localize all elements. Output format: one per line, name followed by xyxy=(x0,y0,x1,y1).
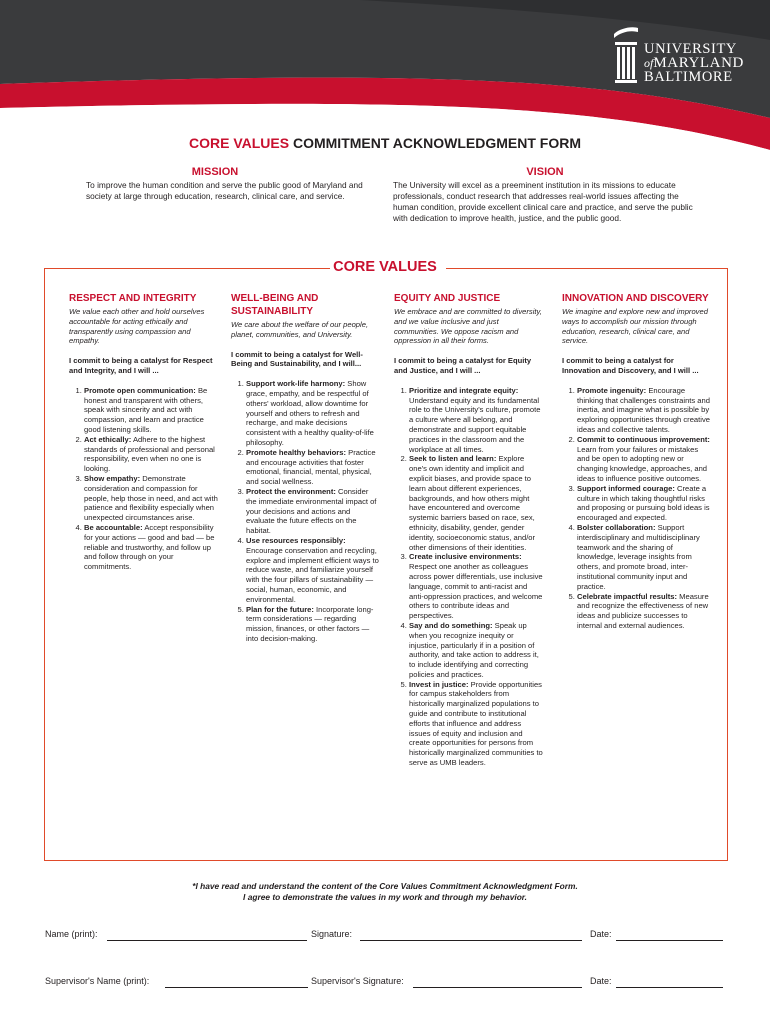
list-item: 3. Support informed courage: Create a culture in which taking thoughtful risks and proposing or pursuing bold ideas is encouraged and expected. xyxy=(577,484,712,523)
value-commitment: I commit to being a catalyst for Equity and Justice, and I will ... xyxy=(394,356,532,375)
core-values-heading: CORE VALUES xyxy=(333,259,437,275)
list-item: 1. Support work-life harmony: Show grace, empathy, and be respectful of others' workload, allow downtime for yourself and others to refresh and recharge, and make decisions consistent with a healthy quality-of-life philosophy. xyxy=(246,379,381,448)
list-item: 2. Seek to listen and learn: Explore one's own identity and implicit and explicit biases, and provide space to learn about different experiences, backgrounds, and how others might have encountered and overcome systemic barriers based on race, sex, ethnicity, disability, gender, gender identity, socioeconomic status, and/or other dimensions of their identities. xyxy=(409,454,544,552)
supervisor-name-label: Supervisor's Name (print): xyxy=(45,976,150,986)
value-column-innovation-discovery xyxy=(562,292,712,631)
value-heading: INNOVATION AND DISCOVERY xyxy=(562,293,709,304)
logo-line-maryland: ofMARYLAND xyxy=(644,55,744,71)
list-item: 5. Invest in justice: Provide opportunities for campus stakeholders from historically marginalized populations to guide and contribute to institutional efforts that influence and address issues of equity and inclusion and create opportunities for persons from historically marginalized communities to serve as UMB leaders. xyxy=(409,680,544,768)
supervisor-date-label: Date: xyxy=(590,976,612,986)
list-item: 4. Use resources responsibly: Encourage conservation and recycling, explore and implement efficient ways to reduce waste, and familiarize yourself with the four pillars of sustainability — social, human, economic, and environmental. xyxy=(246,536,381,605)
page-title xyxy=(0,135,770,151)
list-item: 1. Promote ingenuity: Encourage thinking that challenges constraints and inertia, and imagine what is possible by exploring opportunities through creative ideas and collective talents. xyxy=(577,386,712,435)
acknowledgment-line-2: I agree to demonstrate the values in my work and through my behavior. xyxy=(243,892,527,902)
commitment-list xyxy=(69,386,219,572)
value-heading: RESPECT AND INTEGRITY xyxy=(69,293,197,304)
value-column-respect-integrity xyxy=(69,292,219,572)
name-field[interactable] xyxy=(107,940,307,941)
title-core-values: CORE VALUES xyxy=(189,135,290,151)
list-item: 2. Commit to continuous improvement: Learn from your failures or mistakes and be open to adopting new or changing knowledge, approaches, and ideas to influence positive outcomes. xyxy=(577,435,712,484)
date-label: Date: xyxy=(590,929,612,939)
acknowledgment-line-1: *I have read and understand the content of the Core Values Commitment Acknowledgment Form. xyxy=(192,881,578,891)
list-item: 2. Promote healthy behaviors: Practice and encourage activities that foster emotional, financial, mental, physical, and social wellness. xyxy=(246,448,381,487)
value-commitment: I commit to being a catalyst for Innovation and Discovery, and I will ... xyxy=(562,356,699,375)
acknowledgment-statement xyxy=(0,881,770,903)
list-item: 3. Protect the environment: Consider the immediate environmental impact of your decisions and actions and evaluate the future effects on the habitat. xyxy=(246,487,381,536)
umb-crest-icon xyxy=(612,26,640,88)
date-field[interactable] xyxy=(616,940,723,941)
vision-heading: VISION xyxy=(526,166,564,178)
value-description: We care about the welfare of our people, planet, communities, and University. xyxy=(231,320,369,339)
supervisor-signature-label: Supervisor's Signature: xyxy=(311,976,404,986)
value-heading: WELL-BEING AND SUSTAINABILITY xyxy=(231,293,319,317)
value-column-wellbeing-sustainability xyxy=(231,292,381,644)
value-heading: EQUITY AND JUSTICE xyxy=(394,293,501,304)
list-item: 1. Promote open communication: Be honest and transparent with others, speak with sincerity and act with compassion, and learn and practice good listening skills. xyxy=(84,386,219,435)
commitment-list xyxy=(231,379,381,644)
list-item: 4. Be accountable: Accept responsibility for your actions — good and bad — be reliable and trustworthy, and follow up and follow through on your commitments. xyxy=(84,523,219,572)
logo-line-baltimore: BALTIMORE xyxy=(644,69,733,85)
commitment-list xyxy=(562,386,712,631)
value-description: We embrace and are committed to diversity, and we value inclusive and just communities. We oppose racism and oppression in all their forms. xyxy=(394,307,542,346)
list-item: 4. Bolster collaboration: Support interdisciplinary and multidisciplinary teamwork and the sharing of knowledge, leverage insights from others, and promote broad, inter-institutional community input and practice. xyxy=(577,523,712,592)
list-item: 3. Show empathy: Demonstrate consideration and compassion for people, help those in need, and act with patience and flexibility especially when unexpected circumstances arise. xyxy=(84,474,219,523)
value-commitment: I commit to being a catalyst for Respect and Integrity, and I will ... xyxy=(69,356,213,375)
signature-field[interactable] xyxy=(360,940,582,941)
name-label: Name (print): xyxy=(45,929,98,939)
list-item: 4. Say and do something: Speak up when you recognize inequity or injustice, particularly if in a position of authority, and take action to address it, to include identifying and correcting policies and practices. xyxy=(409,621,544,680)
supervisor-name-field[interactable] xyxy=(165,987,308,988)
list-item: 1. Prioritize and integrate equity: Understand equity and its fundamental role to the University's culture, promote a culture where all belong, and demonstrate and support equitable practices in the classroom and the workplace at all times. xyxy=(409,386,544,455)
list-item: 5. Celebrate impactful results: Measure and recognize the effectiveness of new ideas and publicize successes to internal and external audiences. xyxy=(577,592,712,631)
mission-text: To improve the human condition and serve the public good of Maryland and society at large through education, research, clinical care, and service. xyxy=(86,180,363,201)
signature-label: Signature: xyxy=(311,929,353,939)
title-rest: COMMITMENT ACKNOWLEDGMENT FORM xyxy=(292,135,581,151)
value-description: We value each other and hold ourselves accountable for acting ethically and transparently using compassion and empathy. xyxy=(69,307,205,346)
list-item: 2. Act ethically: Adhere to the highest standards of professional and personal responsibility, even when no one is looking. xyxy=(84,435,219,474)
supervisor-signature-field[interactable] xyxy=(413,987,582,988)
value-column-equity-justice xyxy=(394,292,544,768)
list-item: 3. Create inclusive environments: Respect one another as colleagues across power differentials, use inclusive language, commit to anti-racist and anti-oppression practices, and welcome others to contribute ideas and perspectives. xyxy=(409,552,544,621)
supervisor-date-field[interactable] xyxy=(616,987,723,988)
header-banner xyxy=(0,0,770,150)
value-description: We imagine and explore new and improved ways to accomplish our mission through education, research, clinical care, and service. xyxy=(562,307,708,346)
list-item: 5. Plan for the future: Incorporate long-term considerations — regarding mission, finances, or other factors — into decision-making. xyxy=(246,605,381,644)
vision-text: The University will excel as a preeminent institution in its missions to educate professionals, conduct research that addresses real-world issues affecting the human condition, provide excellent clinical care and practice, and serve the public with dedication to improve health, justice, and the public good. xyxy=(393,180,693,223)
umb-logo xyxy=(612,26,762,96)
logo-line-university: UNIVERSITY xyxy=(644,41,737,57)
commitment-list xyxy=(394,386,544,768)
mission-heading: MISSION xyxy=(191,166,239,178)
value-commitment: I commit to being a catalyst for Well-Being and Sustainability, and I will... xyxy=(231,349,363,369)
